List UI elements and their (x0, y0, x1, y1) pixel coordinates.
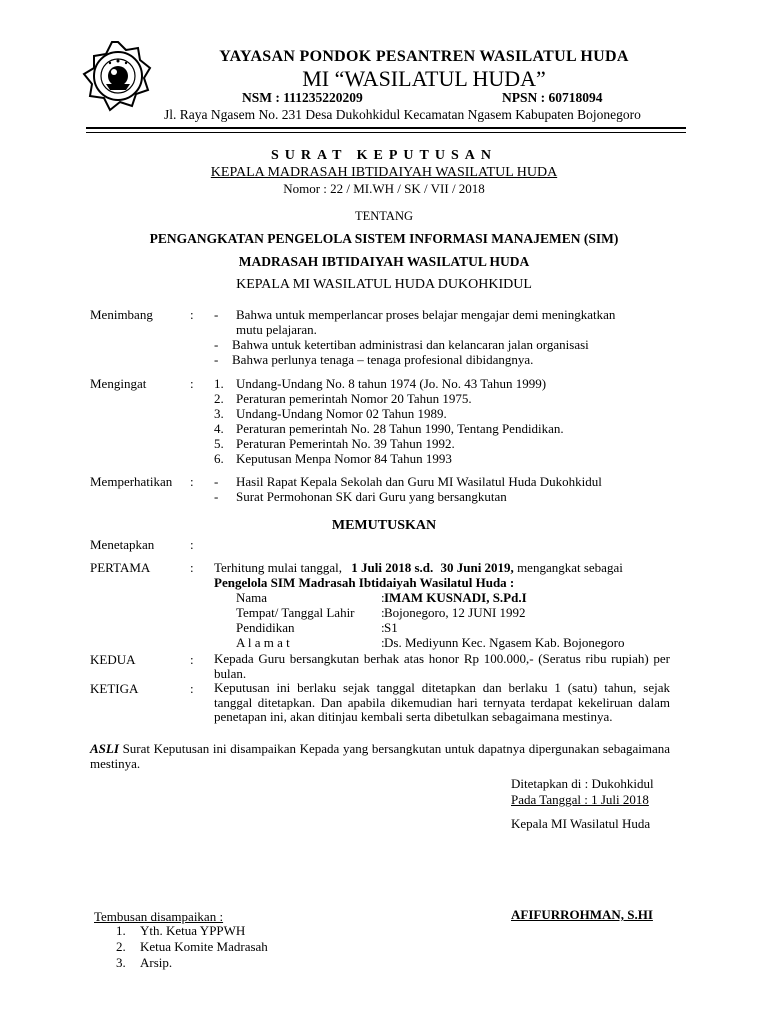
asli-paragraph (90, 741, 670, 771)
tembusan-mark-3: 3. (116, 955, 126, 970)
doc-subject-3: KEPALA MI WASILATUL HUDA DUKOHKIDUL (236, 277, 532, 292)
header-school: MI “WASILATUL HUDA” (302, 66, 546, 91)
kedua-label: KEDUA (90, 652, 136, 667)
pertama-intro-d: mengangkat sebagai (517, 560, 623, 575)
doc-issuer-text: KEPALA MADRASAH IBTIDAIYAH WASILATUL HUDA (210, 165, 558, 180)
mengingat-item-4: Peraturan pemerintah No. 28 Tahun 1990, Tentang Pendidikan. (236, 421, 564, 436)
menimbang-item-1: Bahwa untuk memperlancar proses belajar mengajar demi meningkatkan (236, 307, 616, 322)
mengingat-mark-6: 6. (214, 451, 224, 466)
pertama-start-date: 1 Juli 2018 s.d. (351, 560, 434, 575)
mengingat-mark-4: 4. (214, 421, 224, 436)
doc-title: SURAT KEPUTUSAN (270, 148, 497, 163)
asli-text: Surat Keputusan ini disampaikan Kepada yang bersangkutan untuk dapatnya dipergunakan sebagaimana mestinya. (90, 741, 670, 771)
menimbang-label: Menimbang (90, 307, 153, 322)
menetapkan-label: Menetapkan (90, 537, 155, 552)
mengingat-item-3: Undang-Undang Nomor 02 Tahun 1989. (236, 406, 447, 421)
field-nama-label: Nama (236, 590, 268, 605)
menimbang-item-3: Bahwa perlunya tenaga – tenaga profesional dibidangnya. (232, 352, 534, 367)
header-rule-thin (86, 132, 686, 133)
doc-subject-1: PENGANGKATAN PENGELOLA SISTEM INFORMASI MANAJEMEN (SIM) (149, 231, 619, 246)
field-ttl-colon: : (381, 605, 385, 620)
tembusan-item-3: Arsip. (140, 955, 173, 970)
mengingat-mark-3: 3. (214, 406, 224, 421)
memperhatikan-colon: : (190, 474, 194, 489)
ketiga-text: Keputusan ini berlaku sejak tanggal ditetapkan dan berlaku 1 (satu) tahun, sejak tanggal ditetapkan. Dan apabila dikemudian hari ternyata terdapat kekeliruan dalam penetapan ini, akan ditinjau kembali serta dibetulkan sebagaimana mestinya. (214, 680, 670, 724)
header-address: Jl. Raya Ngasem No. 231 Desa Dukohkidul Kecamatan Ngasem Kabupaten Bojonegoro (164, 107, 641, 122)
ketiga-colon: : (190, 681, 194, 696)
mengingat-mark-2: 2. (214, 391, 224, 406)
field-nama-colon: : (381, 590, 385, 605)
sign-title: Kepala MI Wasilatul Huda (511, 816, 651, 831)
doc-subject-2: MADRASAH IBTIDAIYAH WASILATUL HUDA (238, 254, 530, 269)
field-ttl-value: Bojonegoro, 12 JUNI 1992 (384, 605, 526, 620)
menimbang-colon: : (190, 307, 194, 322)
field-ttl-label: Tempat/ Tanggal Lahir (236, 605, 355, 620)
mengingat-mark-1: 1. (214, 376, 224, 391)
sign-name: AFIFURROHMAN, S.HI (511, 907, 653, 922)
mengingat-label: Mengingat (90, 376, 147, 391)
pertama-end-date: 30 Juni 2019, (440, 560, 514, 575)
sign-place: Ditetapkan di : Dukohkidul (511, 776, 654, 791)
mengingat-colon: : (190, 376, 194, 391)
header-org: YAYASAN PONDOK PESANTREN WASILATUL HUDA (219, 48, 629, 65)
menimbang-item-1-cont: mutu pelajaran. (236, 322, 317, 337)
tembusan-item-1: Yth. Ketua YPPWH (140, 923, 246, 938)
mengingat-item-5: Peraturan Pemerintah No. 39 Tahun 1992. (236, 436, 455, 451)
menimbang-item-2: Bahwa untuk ketertiban administrasi dan kelancaran jalan organisasi (232, 337, 589, 352)
asli-label: ASLI (90, 741, 119, 756)
field-pendidikan-value: S1 (384, 620, 398, 635)
doc-issuer (0, 165, 768, 181)
memperhatikan-mark-1: - (214, 474, 219, 489)
pertama-role: Pengelola SIM Madrasah Ibtidaiyah Wasilatul Huda : (214, 575, 515, 590)
field-alamat-colon: : (381, 635, 385, 650)
doc-number: Nomor : 22 / MI.WH / SK / VII / 2018 (283, 181, 485, 196)
field-alamat-label: A l a m a t (236, 635, 290, 650)
memperhatikan-item-2: Surat Permohonan SK dari Guru yang bersangkutan (236, 489, 507, 504)
ketiga-label: KETIGA (90, 681, 139, 696)
sign-date: Pada Tanggal : 1 Juli 2018 (511, 792, 649, 807)
mengingat-item-6: Keputusan Menpa Nomor 84 Tahun 1993 (236, 451, 452, 466)
tembusan-mark-2: 2. (116, 939, 126, 954)
field-pendidikan-label: Pendidikan (236, 620, 295, 635)
menimbang-mark-1: - (214, 307, 219, 322)
field-pendidikan-colon: : (381, 620, 385, 635)
memperhatikan-mark-2: - (214, 489, 219, 504)
kedua-text: Kepada Guru bersangkutan berhak atas honor Rp 100.000,- (Seratus ribu rupiah) per bulan. (214, 651, 670, 681)
kedua-colon: : (190, 652, 194, 667)
doc-tentang: TENTANG (354, 209, 413, 223)
header-rule-thick (86, 127, 686, 129)
field-alamat-value: Ds. Mediyunn Kec. Ngasem Kab. Bojonegoro (384, 635, 625, 650)
menimbang-mark-3: - (214, 352, 219, 367)
pertama-label: PERTAMA (90, 560, 151, 575)
pertama-colon: : (190, 560, 194, 575)
header-nsm: NSM : 111235220209 (242, 90, 363, 105)
pertama-intro (214, 560, 623, 575)
header-npsn: NPSN : 60718094 (502, 90, 603, 105)
memperhatikan-item-1: Hasil Rapat Kepala Sekolah dan Guru MI Wasilatul Huda Dukohkidul (236, 474, 602, 489)
mengingat-mark-5: 5. (214, 436, 224, 451)
menimbang-mark-2: - (214, 337, 219, 352)
mengingat-item-2: Peraturan pemerintah Nomor 20 Tahun 1975. (236, 391, 472, 406)
menetapkan-colon: : (190, 537, 194, 552)
mengingat-item-1: Undang-Undang No. 8 tahun 1974 (Jo. No. 43 Tahun 1999) (236, 376, 547, 391)
tembusan-item-2: Ketua Komite Madrasah (140, 939, 268, 954)
memutuskan-heading: MEMUTUSKAN (331, 518, 437, 533)
memperhatikan-label: Memperhatikan (90, 474, 173, 489)
tembusan-mark-1: 1. (116, 923, 126, 938)
pertama-intro-a: Terhitung mulai tanggal, (214, 560, 342, 575)
field-nama-value: IMAM KUSNADI, S.Pd.I (384, 590, 527, 605)
tembusan-title: Tembusan disampaikan : (94, 909, 224, 924)
